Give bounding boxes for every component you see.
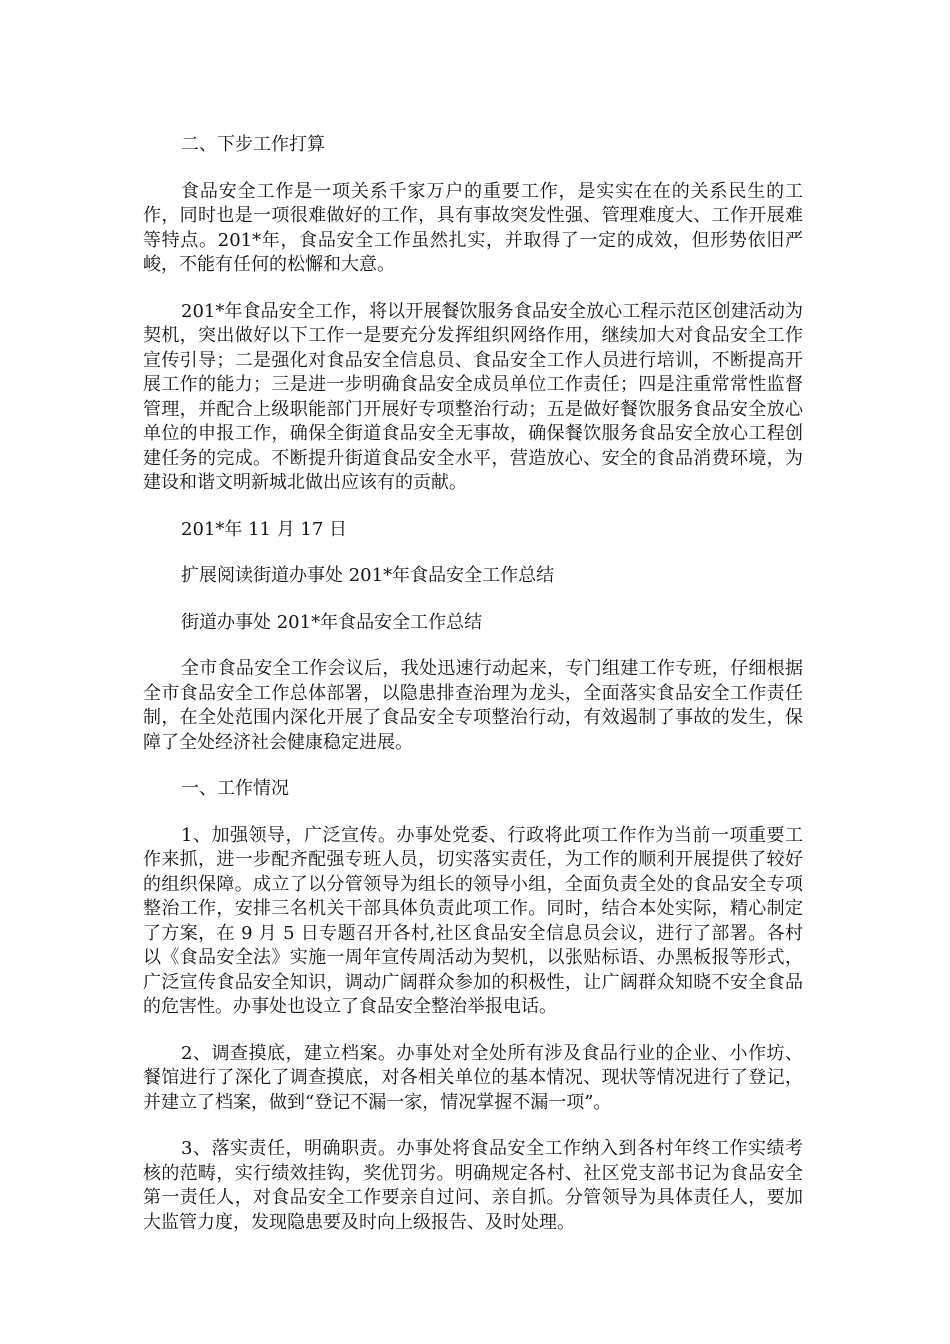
paragraph: 1、加强领导，广泛宣传。办事处党委、行政将此项工作作为当前一项重要工作来抓，进一步配齐配强专班人员，切实落实责任，为工作的顺利开展提供了较好的组织保障。成立了以分管领导为组长的领导小组，全面负责全处的食品安全专项整治工作，安排三名机关干部具体负责此项工作。同时，结合本处实际，精心制定了方案，在 9 月 5 日专题召开各村,社区食品安全信息员会议，进行了部署。各村以《食品安全法》实施一周年宣传周活动为契机，以张贴标语、办黑板报等形式，广泛宣传食品安全知识，调动广阔群众参加的积极性，让广阔群众知晓不安全食品的危害性。办事处也设立了食品安全整治举报电话。	[143, 824, 803, 1017]
document-date: 201*年 11 月 17 日	[181, 518, 348, 540]
section-heading-next-steps: 二、下步工作打算	[181, 134, 325, 155]
paragraph: 食品安全工作是一项关系千家万户的重要工作，是实实在在的关系民生的工作，同时也是一项很难做好的工作，具有事故突发性强、管理难度大、工作开展难等特点。201*年，食品安全工作虽然扎实，并取得了一定的成效，但形势依旧严峻，不能有任何的松懈和大意。	[143, 180, 803, 275]
paragraph: 201*年食品安全工作，将以开展餐饮服务食品安全放心工程示范区创建活动为契机，突出做好以下工作一是要充分发挥组织网络作用，继续加大对食品安全工作宣传引导；二是强化对食品安全信息员、食品安全工作人员进行培训，不断提高开展工作的能力；三是进一步明确食品安全成员单位工作责任；四是注重常常性监督管理，并配合上级职能部门开展好专项整治行动；五是做好餐饮服务食品安全放心单位的申报工作，确保全街道食品安全无事故，确保餐饮服务食品安全放心工程创建任务的完成。不断提升街道食品安全水平，营造放心、安全的食品消费环境，为建设和谐文明新城北做出应该有的贡献。	[143, 300, 803, 493]
section-heading-work-status: 一、工作情况	[181, 778, 289, 799]
paragraph: 全市食品安全工作会议后，我处迅速行动起来，专门组建工作专班，仔细根据全市食品安全工作总体部署，以隐患排查治理为龙头，全面落实食品安全工作责任制，在全处范围内深化开展了食品安全专项整治行动，有效遏制了事故的发生，保障了全处经济社会健康稳定进展。	[143, 658, 803, 753]
extended-reading-title: 扩展阅读街道办事处 201*年食品安全工作总结	[181, 565, 555, 586]
summary-title: 街道办事处 201*年食品安全工作总结	[181, 611, 483, 633]
paragraph: 2、调查摸底，建立档案。办事处对全处所有涉及食品行业的企业、小作坊、餐馆进行了深化了调查摸底，对各相关单位的基本情况、现状等情况进行了登记，并建立了档案，做到“登记不漏一家，情况掌握不漏一项”。	[143, 1042, 803, 1113]
paragraph: 3、落实责任，明确职责。办事处将食品安全工作纳入到各村年终工作实绩考核的范畴，实行绩效挂钩，奖优罚劣。明确规定各村、社区党支部书记为食品安全第一责任人，对食品安全工作要亲自过问、亲自抓。分管领导为具体责任人，要加大监管力度，发现隐患要及时向上级报告、及时处理。	[143, 1138, 803, 1233]
document-body	[143, 133, 803, 1257]
